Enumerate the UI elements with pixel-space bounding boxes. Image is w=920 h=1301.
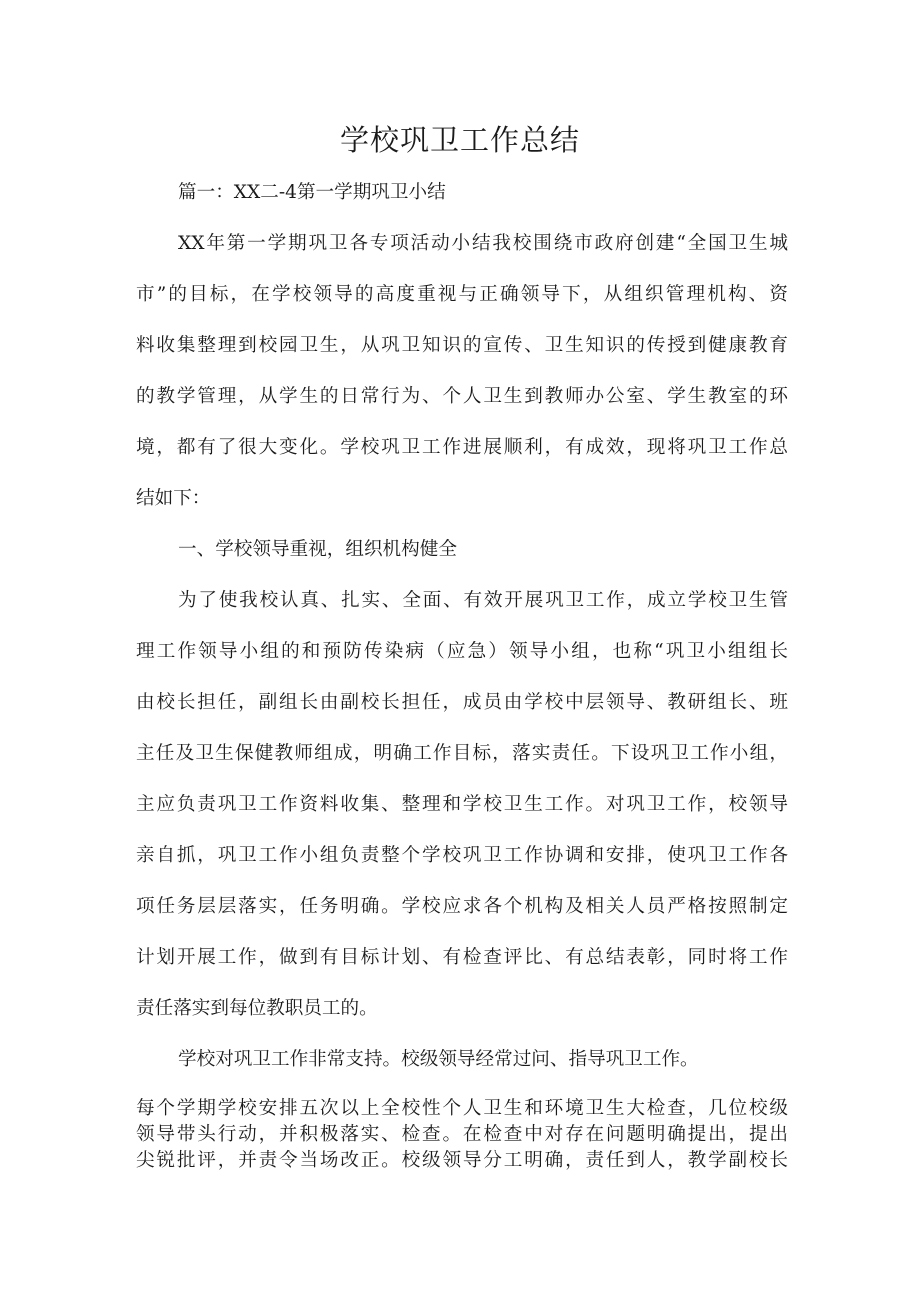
paragraph-line: 项任务层层落实，任务明确。学校应求各个机构及相关人员严格按照制定 [136, 896, 788, 917]
paragraph-line: 料收集整理到校园卫生，从巩卫知识的宣传、卫生知识的传授到健康教育 [136, 335, 788, 356]
section-heading: 一、学校领导重视，组织机构健全 [178, 539, 457, 560]
paragraph-line: 每个学期学校安排五次以上全校性个人卫生和环境卫生大检查，几位校级 [136, 1098, 788, 1119]
paragraph-line: 由校长担任，副组长由副校长担任，成员由学校中层领导、教研组长、班 [136, 692, 788, 713]
paragraph-line: 主任及卫生保健教师组成，明确工作目标，落实责任。下设巩卫工作小组， [136, 743, 788, 764]
paragraph-line: 责任落实到每位教职员工的。 [136, 998, 378, 1019]
paragraph-line: 境，都有了很大变化。学校巩卫工作进展顺利，有成效，现将巩卫工作总 [136, 437, 788, 458]
paragraph-line: 亲自抓，巩卫工作小组负责整个学校巩卫工作协调和安排，使巩卫工作各 [136, 845, 788, 866]
paragraph-line: 的教学管理，从学生的日常行为、个人卫生到教师办公室、学生教室的环 [136, 386, 788, 407]
paragraph-line: 学校对巩卫工作非常支持。校级领导经常过问、指导巩卫工作。 [178, 1049, 699, 1070]
document-title: 学校巩卫工作总结 [339, 123, 580, 157]
paragraph-line: 尖锐批评，并责令当场改正。校级领导分工明确，责任到人，教学副校长 [136, 1150, 788, 1171]
paragraph-line: 市”的目标，在学校领导的高度重视与正确领导下，从组织管理机构、资 [136, 284, 788, 305]
paragraph-line: XX年第一学期巩卫各专项活动小结我校围绕市政府创建“全国卫生城 [178, 233, 788, 254]
paragraph-line: 计划开展工作，做到有目标计划、有检查评比、有总结表彰，同时将工作 [136, 947, 788, 968]
paragraph-line: 领导带头行动，并积极落实、检查。在检查中对存在问题明确提出，提出 [136, 1124, 788, 1145]
paragraph-line: 理工作领导小组的和预防传染病（应急）领导小组，也称“巩卫小组组长 [136, 641, 788, 662]
section-heading: 篇一：XX二-4第一学期巩卫小结 [178, 182, 446, 203]
paragraph-line: 为了使我校认真、扎实、全面、有效开展巩卫工作，成立学校卫生管 [178, 590, 788, 611]
paragraph-line: 主应负责巩卫工作资料收集、整理和学校卫生工作。对巩卫工作，校领导 [136, 794, 788, 815]
paragraph-line: 结如下： [136, 488, 211, 509]
